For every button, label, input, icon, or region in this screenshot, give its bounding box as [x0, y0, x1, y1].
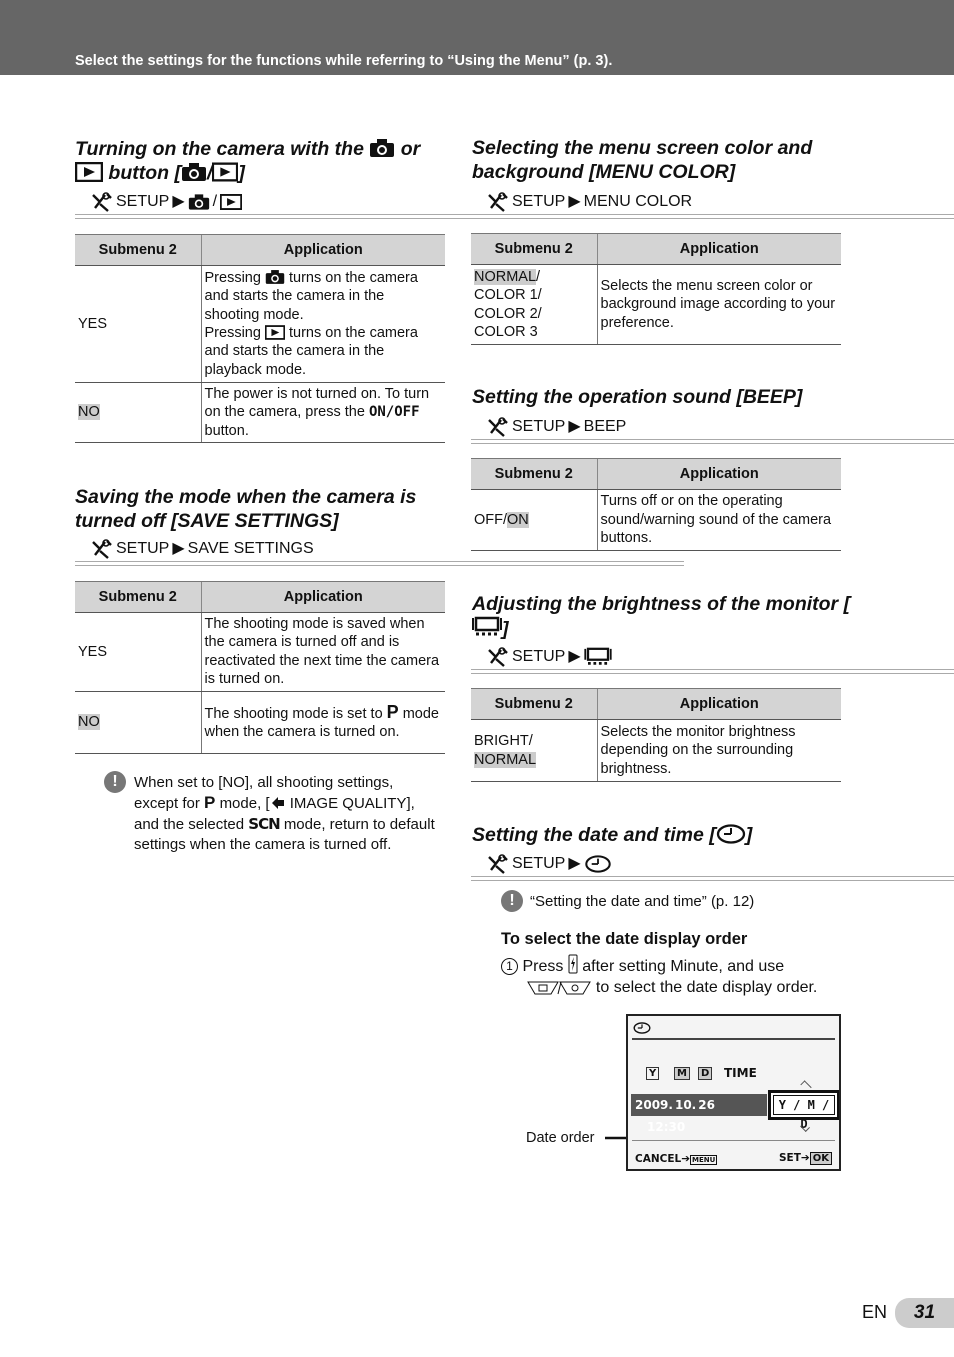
flash-icon — [568, 954, 578, 974]
clock-icon — [584, 855, 612, 873]
callout-label: Date order — [526, 1130, 595, 1146]
cell-submenu: YES — [75, 613, 201, 692]
play-icon — [212, 162, 238, 182]
play-icon — [75, 162, 103, 182]
step-instruction: 1 Press after setting Minute, and use to select the date display order. — [501, 954, 846, 998]
setup-wrench-icon — [487, 854, 509, 874]
table-row — [471, 265, 841, 345]
header-bar — [0, 0, 954, 75]
monitor-brightness-icon — [472, 616, 502, 638]
column-header: Application — [597, 459, 841, 490]
table-row — [471, 490, 841, 551]
column-header: Application — [201, 235, 445, 266]
cell-application: Selects the monitor brightness depending on the surrounding brightness. — [597, 720, 841, 782]
cell-application: Selects the menu screen color or background image according to your preference. — [597, 265, 841, 345]
cell-submenu: NO — [75, 691, 201, 753]
caution-icon: ! — [501, 890, 523, 912]
clock-icon — [716, 824, 746, 844]
image-quality-icon — [270, 795, 286, 811]
cancel-label: CANCEL➔ MENU — [635, 1153, 716, 1165]
arrow-keys-icon — [527, 981, 591, 995]
menu-path: SETUP ▶ SAVE SETTINGS — [91, 538, 314, 560]
setup-wrench-icon — [487, 647, 509, 667]
play-icon — [220, 194, 242, 210]
table-row — [471, 720, 841, 782]
subheading-date-order: To select the date display order — [501, 930, 748, 948]
power-button-table — [75, 234, 445, 443]
table-row — [75, 691, 445, 753]
camera-icon — [265, 269, 285, 285]
cell-submenu: NORMAL/ COLOR 1/ COLOR 2/ COLOR 3 — [471, 265, 597, 345]
menu-color-table — [471, 233, 841, 345]
camera-icon — [181, 162, 207, 182]
monitor-brightness-table — [471, 688, 841, 782]
column-header: Submenu 2 — [75, 582, 201, 613]
monitor-brightness-icon — [584, 647, 612, 667]
set-label: SET➔ OK — [779, 1152, 832, 1164]
column-header: Application — [597, 689, 841, 720]
header-text: Select the settings for the functions while referring to “Using the Menu” (p. 3). — [75, 53, 613, 69]
cell-application: The shooting mode is saved when the camera is turned off and is reactivated the next time the camera is turned on. — [201, 613, 445, 692]
camera-screen: Y M D TIME 2009. 10. 26 12:30 Y / M / D CANCEL➔ MENU SET➔ OK — [626, 1014, 841, 1171]
date-order-selector[interactable]: Y / M / D — [768, 1090, 840, 1120]
column-header: Submenu 2 — [471, 234, 597, 265]
date-field: 2009. 10. 26 12:30 — [631, 1094, 767, 1116]
setup-wrench-icon — [91, 539, 113, 559]
column-header: Application — [201, 582, 445, 613]
setup-wrench-icon — [91, 192, 113, 212]
clock-icon — [633, 1022, 651, 1034]
menu-path: SETUP ▶ — [487, 646, 612, 668]
table-row — [75, 613, 445, 692]
menu-path: SETUP ▶ — [487, 853, 612, 875]
menu-path: SETUP ▶ / — [91, 191, 242, 213]
cell-submenu: OFF/ON — [471, 490, 597, 551]
reference-note: “Setting the date and time” (p. 12) — [530, 893, 755, 910]
save-settings-table — [75, 581, 445, 754]
menu-path: SETUP ▶ MENU COLOR — [487, 191, 692, 213]
page-number: 31 — [895, 1298, 954, 1328]
play-icon — [265, 325, 285, 340]
column-header: Application — [597, 234, 841, 265]
caution-icon: ! — [104, 771, 126, 793]
column-header: Submenu 2 — [471, 689, 597, 720]
column-header: Submenu 2 — [471, 459, 597, 490]
setup-wrench-icon — [487, 417, 509, 437]
cell-application: The shooting mode is set to P mode when the camera is turned on. — [201, 691, 445, 753]
section-title-beep: Setting the operation sound [BEEP] — [472, 386, 803, 408]
section-title-save-settings: Saving the mode when the camera is turned off [SAVE SETTINGS] — [75, 486, 417, 532]
section-title-monitor-brightness: Adjusting the brightness of the monitor [] — [472, 593, 851, 640]
caution-note: When set to [NO], all shooting settings, except for P mode, [ IMAGE QUALITY], and the selected SCN mode, return to default settings when the camera is turned off. — [134, 774, 435, 853]
setup-wrench-icon — [487, 192, 509, 212]
on-off-button-label: ON/OFF — [368, 404, 420, 421]
section-title-date-time: Setting the date and time [ ] — [472, 824, 753, 846]
beep-table — [471, 458, 841, 551]
section-title-menu-color: Selecting the menu screen color and background [MENU COLOR] — [472, 137, 813, 183]
cell-submenu: YES — [75, 266, 201, 383]
camera-icon — [369, 138, 395, 158]
cell-application: Turns off or on the operating sound/warning sound of the camera buttons. — [597, 490, 841, 551]
cell-application: The power is not turned on. To turn on the camera, press the ON/OFF button. — [201, 383, 445, 443]
section-title-power-button: Turning on the camera with the or button [ / ] — [75, 138, 421, 184]
cell-application: Pressing turns on the camera and starts the camera in the shooting mode. Pressing turns on the camera and starts the camera in the playback mode. — [201, 266, 445, 383]
table-row — [75, 383, 445, 443]
title-text: Turning on the camera with the — [75, 138, 364, 160]
step-number: 1 — [501, 958, 518, 975]
menu-path: SETUP ▶ BEEP — [487, 416, 626, 438]
camera-icon — [188, 193, 210, 211]
table-row — [75, 266, 445, 383]
cell-submenu: BRIGHT/ NORMAL — [471, 720, 597, 782]
language-label: EN — [862, 1302, 888, 1322]
column-header: Submenu 2 — [75, 235, 201, 266]
cell-submenu: NO — [75, 383, 201, 443]
